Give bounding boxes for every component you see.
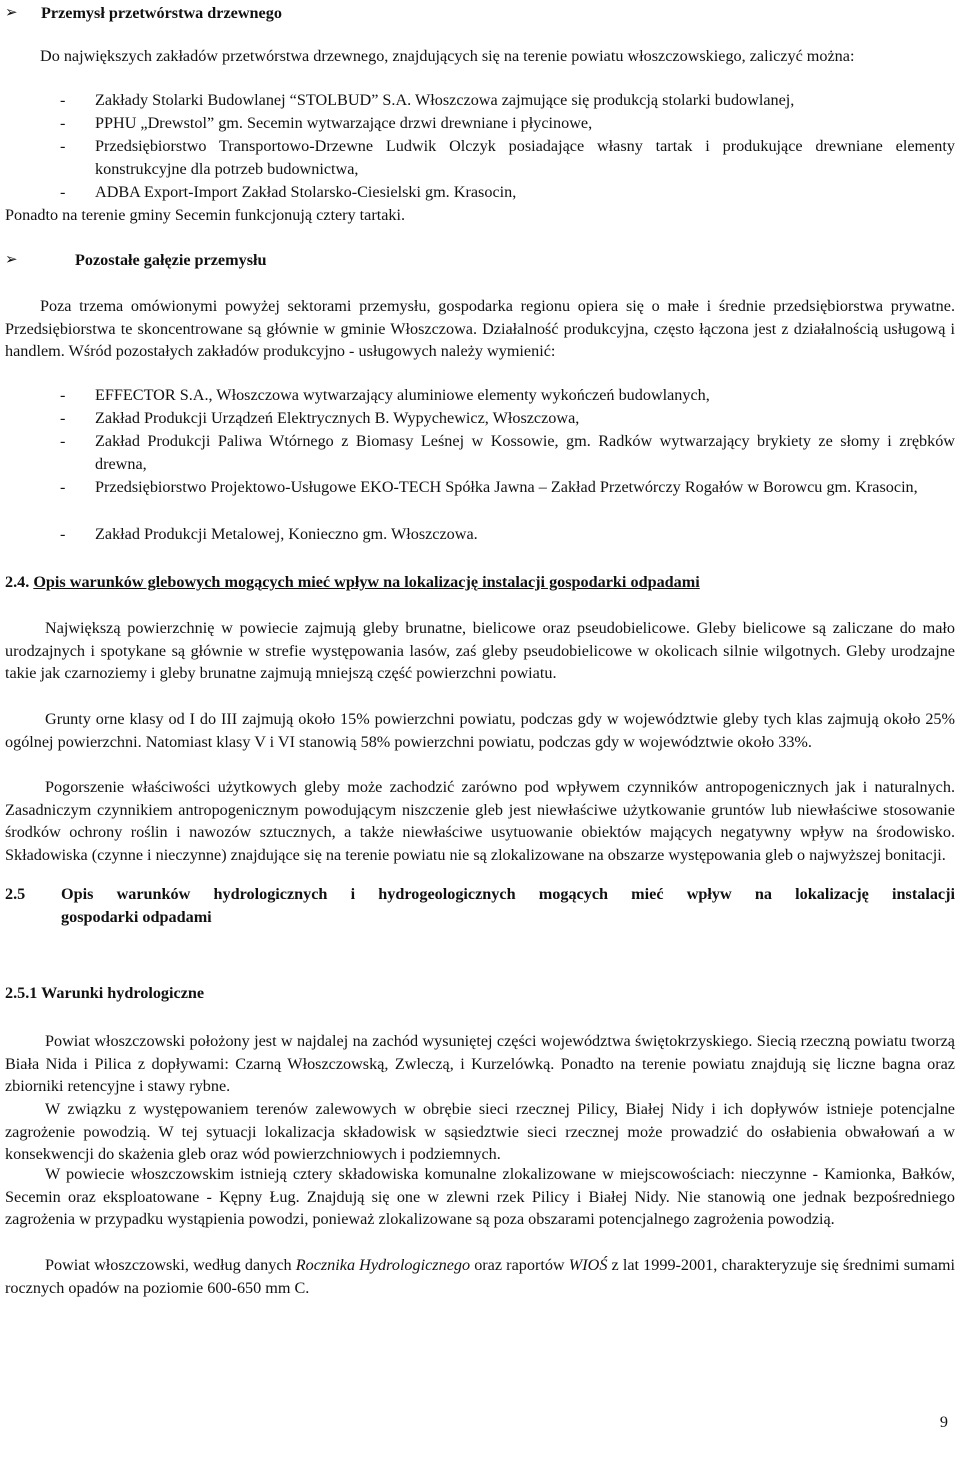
page-number: 9	[939, 1413, 948, 1431]
arrow-bullet-icon: ➢	[5, 252, 18, 268]
section-heading-2-4: 2.4. Opis warunków glebowych mogących mieć wpływ na lokalizację instalacji gospodarki odpadami	[5, 573, 700, 591]
section-title-2-5: Opis warunków hydrologicznych i hydrogeologicznych mogących mieć wpływ na lokalizację instalacji	[61, 885, 955, 903]
paragraph: Grunty orne klasy od I do III zajmują około 15% powierzchni powiatu, podczas gdy w województwie gleby tych klas zajmują około 25% ogólnej powierzchni. Natomiast klasy V i VI stanowią 58% powierzchni powiatu, podczas gdy w województwie około 33%.	[5, 710, 955, 751]
paragraph: Największą powierzchnię w powiecie zajmują gleby brunatne, bielicowe oraz pseudobielicowe. Gleby bielicowe są zaliczane do mało urodzajnych i spotykane są głównie w strefie występowania lasów, zaś gleby pseudobielicowe w okolicach silnie wilgotnych. Gleby urodzajne takie jak czarnoziemy i gleby brunatne zajmują mniejszą część powierzchni powiatu.	[5, 619, 955, 683]
paragraph: W powiecie włoszczowskim istnieją cztery składowiska komunalne zlokalizowane w miejscowościach: nieczynne - Kamionka, Bałków, Secemin oraz eksploatowane - Kępny Ług. Znajdują się one w zlewni rzek Pilicy i Białej Nidy. Nie stanowią one jednak bezpośredniego zagrożenia w przypadku wystąpienia powodzi, ponieważ zlokalizowane są poza obszarami potencjalnego zagrożenia powodzią.	[5, 1165, 955, 1229]
list-item: - Przedsiębiorstwo Transportowo-Drzewne Ludwik Olczyk posiadające własny tartak i produkujące drewniane elementy konstrukcyjne dla potrzeb budownictwa,	[60, 137, 955, 178]
section-title-wood: Przemysł przetwórstwa drzewnego	[41, 4, 282, 22]
other-intro: Poza trzema omówionymi powyżej sektorami przemysłu, gospodarka regionu opiera się o małe i średnie przedsiębiorstwa prywatne. Przedsiębiorstwa te skoncentrowane są głównie w gminie Włoszczowa. Działalność produkcyjna, często łączona jest z działalnością usługową i handlem. Wśród pozostałych zakładów produkcyjno - usługowych należy wymienić:	[5, 297, 955, 361]
paragraph: Powiat włoszczowski położony jest w najdalej na zachód wysuniętej części województwa świętokrzyskiego. Siecią rzeczną powiatu tworzą Biała Nida i Pilica z dopływami: Czarną Włoszczowską, Zwleczą, i Kurzelówką. Ponadto na terenie powiatu znajdują się liczne bagna oraz zbiorniki retencyjne i stawy rybne.	[5, 1032, 955, 1096]
list-item: - PPHU „Drewstol” gm. Secemin wytwarzające drzwi drewniane i płycinowe,	[60, 114, 593, 132]
list-item: - Przedsiębiorstwo Projektowo-Usługowe EKO-TECH Spółka Jawna – Zakład Przetwórczy Rogałów w Borowcu gm. Krasocin,	[60, 478, 918, 496]
list-item: - ADBA Export-Import Zakład Stolarsko-Ciesielski gm. Krasocin,	[60, 183, 517, 201]
section-title-2-4: Opis warunków glebowych mogących mieć wpływ na lokalizację instalacji gospodarki odpadami	[33, 573, 700, 591]
list-item: - Zakład Produkcji Metalowej, Konieczno gm. Włoszczowa.	[60, 525, 478, 543]
section-heading-2-5: 2.5 Opis warunków hydrologicznych i hydrogeologicznych mogących mieć wpływ na lokalizację instalacji gospodarki odpadami	[5, 885, 955, 926]
wood-intro: Do największych zakładów przetwórstwa drzewnego, znajdujących się na terenie powiatu włoszczowskiego, zaliczyć można:	[40, 47, 855, 65]
arrow-bullet-icon: ➢	[5, 5, 18, 21]
list-item: - Zakłady Stolarki Budowlanej “STOLBUD” S.A. Włoszczowa zajmujące się produkcją stolarki budowlanej,	[60, 91, 795, 109]
paragraph: Powiat włoszczowski, według danych Rocznika Hydrologicznego oraz raportów WIOŚ z lat 1999-2001, charakteryzuje się średnimi sumami rocznych opadów na poziomie 600-650 mm C.	[5, 1256, 955, 1297]
paragraph: Pogorszenie właściwości użytkowych gleby może zachodzić zarówno pod wpływem czynników antropogenicznych jak i naturalnych. Zasadniczym czynnikiem antropogenicznym powodującym niszczenie gleb jest niewłaściwe użytkowanie gruntów lub niewłaściwe stosowanie środków ochrony roślin i nawozów sztucznych, a także niewłaściwe usytuowanie obiektów mających negatywny wpływ na środowisko. Składowiska (czynne i nieczynne) znajdujące się na terenie powiatu nie są zlokalizowane na obszarze występowania gleb o najwyższej bonitacji.	[5, 778, 955, 864]
list-item: - Zakład Produkcji Urządzeń Elektrycznych B. Wypychewicz, Włoszczowa,	[60, 409, 580, 427]
list-item: - Zakład Produkcji Paliwa Wtórnego z Biomasy Leśnej w Kossowie, gm. Radków wytwarzający brykiety ze słomy i zrębków drewna,	[60, 432, 955, 473]
wood-outro: Ponadto na terenie gminy Secemin funkcjonują cztery tartaki.	[5, 206, 406, 224]
list-item: - EFFECTOR S.A., Włoszczowa wytwarzający aluminiowe elementy wykończeń budowlanych,	[60, 386, 710, 404]
section-title-other: Pozostałe gałęzie przemysłu	[75, 251, 267, 269]
paragraph: W związku z występowaniem terenów zalewowych w obrębie sieci rzecznej Pilicy, Białej Nidy i ich dopływów istnieje potencjalne zagrożenie powodzią. W tej sytuacji lokalizacja składowisk w sąsiedztwie sieci rzecznej może prowadzić do osłabienia obwałowań a w konsekwencji do skażenia gleb oraz wód powierzchniowych i podziemnych.	[5, 1100, 955, 1164]
section-title-2-5-1: 2.5.1 Warunki hydrologiczne	[5, 984, 205, 1002]
